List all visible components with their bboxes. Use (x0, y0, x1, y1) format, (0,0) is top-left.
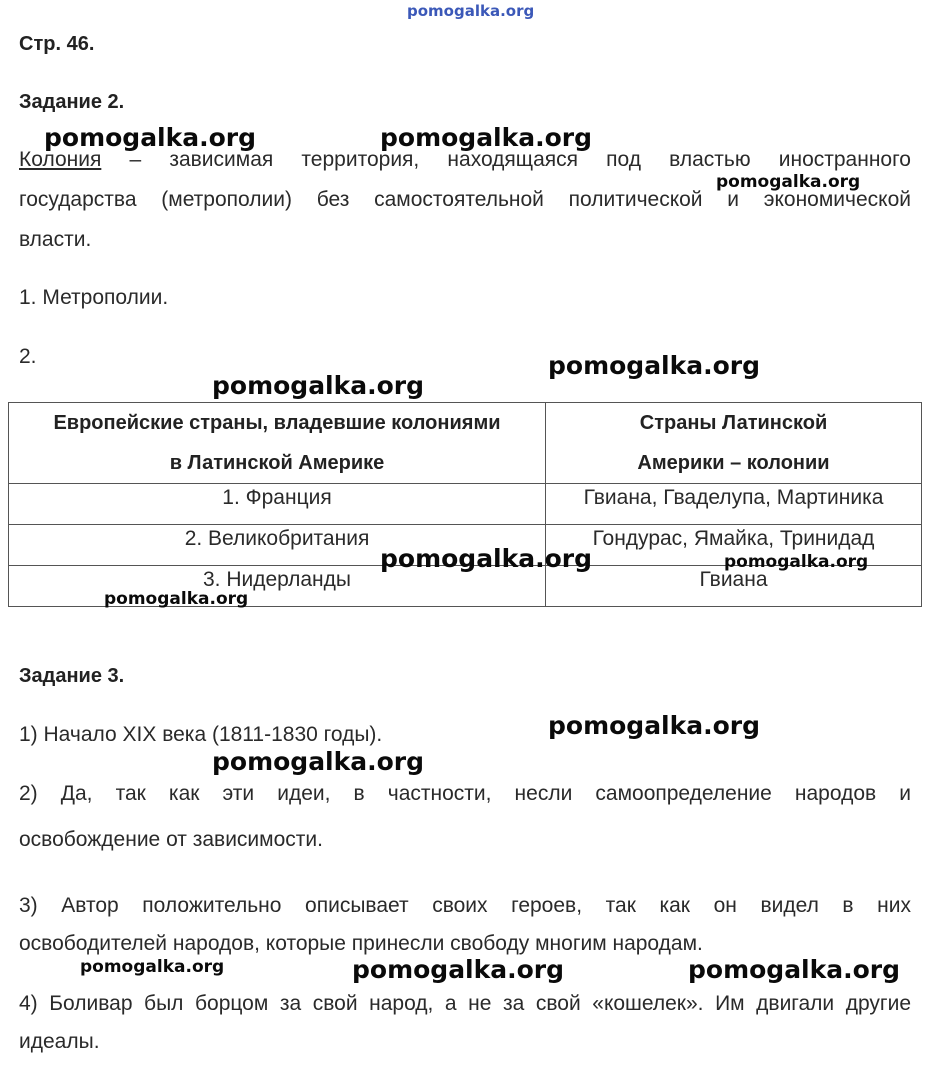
table-cell-country: 3. Нидерланды (9, 566, 546, 607)
definition-line-2: государства (метрополии) без самостоятельной политической и экономической (19, 188, 911, 211)
answer-2-label: 2. (19, 345, 37, 368)
watermark: pomogalka.org (380, 123, 593, 152)
watermark: pomogalka.org (44, 123, 257, 152)
table-header-row (9, 403, 922, 484)
task3-answer-3-line-1: 3) Автор положительно описывает своих героев, так как он видел в них (19, 894, 911, 917)
header-watermark: pomogalka.org (407, 2, 535, 20)
watermark: pomogalka.org (380, 544, 593, 573)
task3-answer-4-line-2: идеалы. (19, 1030, 100, 1053)
watermark: pomogalka.org (212, 371, 425, 400)
definition-line-3: власти. (19, 228, 92, 251)
task3-answer-2-line-2: освобождение от зависимости. (19, 828, 323, 851)
table-header-latin-america-colonies: Страны Латинской Америки – колонии (546, 403, 922, 484)
table-cell-colonies: Гвиана (546, 566, 922, 607)
watermark: pomogalka.org (548, 711, 761, 740)
table-cell-colonies: Гвиана, Гваделупа, Мартиника (546, 484, 922, 525)
watermark: pomogalka.org (352, 955, 565, 984)
term-colony: Колония (19, 148, 102, 171)
task3-answer-4-line-1: 4) Боливар был борцом за свой народ, а не за свой «кошелек». Им двигали другие (19, 992, 911, 1015)
answer-1: 1. Метрополии. (19, 286, 169, 309)
watermark: pomogalka.org (548, 351, 761, 380)
task3-answer-3-line-2: освободителей народов, которые принесли свободу многим народам. (19, 932, 703, 955)
task3-answer-1: 1) Начало XIX века (1811-1830 годы). (19, 723, 383, 746)
watermark: pomogalka.org (724, 552, 869, 572)
definition-text-1: – зависимая территория, находящаяся под властью иностранного (129, 148, 911, 171)
table-header-european-countries: Европейские страны, владевшие колониями в Латинской Америке (9, 403, 546, 484)
colonies-table (8, 402, 922, 607)
table-row (9, 484, 922, 525)
watermark: pomogalka.org (80, 957, 225, 977)
watermark: pomogalka.org (212, 747, 425, 776)
watermark: pomogalka.org (104, 589, 249, 609)
task3-heading: Задание 3. (19, 665, 125, 687)
task2-heading: Задание 2. (19, 91, 125, 113)
table-cell-country: 2. Великобритания (9, 525, 546, 566)
page-label: Стр. 46. (19, 33, 95, 55)
watermark: pomogalka.org (716, 172, 861, 192)
table-cell-colonies: Гондурас, Ямайка, Тринидад (546, 525, 922, 566)
task3-answer-2-line-1: 2) Да, так как эти идеи, в частности, несли самоопределение народов и (19, 782, 911, 805)
table-cell-country: 1. Франция (9, 484, 546, 525)
watermark: pomogalka.org (688, 955, 901, 984)
